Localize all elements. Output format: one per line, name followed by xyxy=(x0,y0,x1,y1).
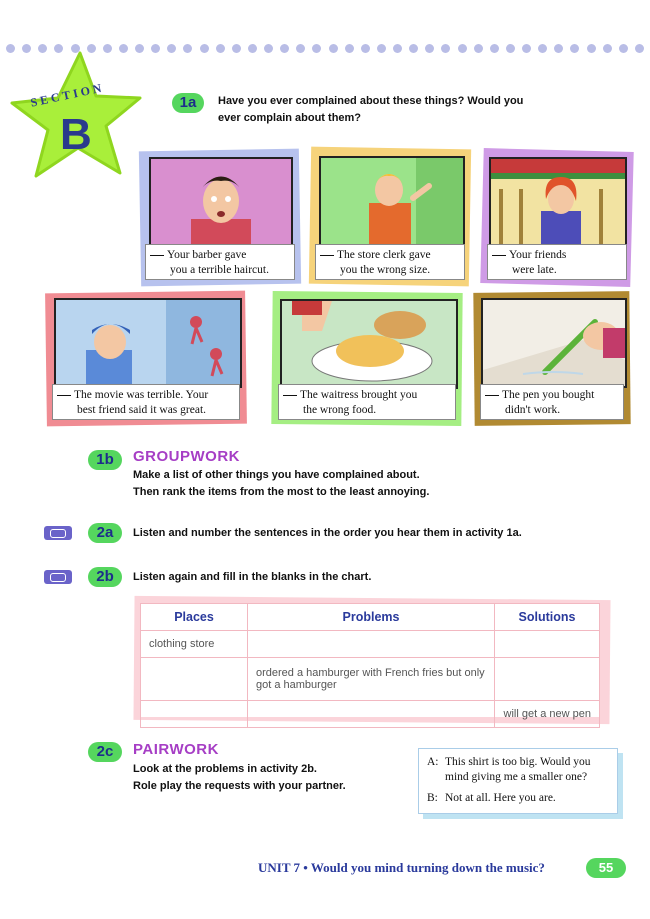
activity-2c-instructions xyxy=(133,761,423,795)
picture-movie xyxy=(46,292,246,425)
answer-blank[interactable] xyxy=(57,395,71,396)
barber-illustration-icon xyxy=(151,159,291,249)
activity-1b-instructions xyxy=(133,467,593,501)
cell-place[interactable] xyxy=(141,658,248,701)
header-problems: Problems xyxy=(248,604,495,631)
footer-unit-title xyxy=(258,860,578,876)
unit-label: UNIT 7 xyxy=(258,860,301,875)
caption-line-2: you the wrong size. xyxy=(340,264,431,276)
sample-dialog xyxy=(418,748,618,814)
caption-line-1: The waitress brought you xyxy=(300,389,418,401)
answer-blank[interactable] xyxy=(283,395,297,396)
chart-header-row xyxy=(141,604,600,631)
caption-waitress xyxy=(278,384,456,420)
caption-store-clerk xyxy=(315,244,465,280)
prompt-line-2: ever complain about them? xyxy=(218,112,362,124)
caption-movie xyxy=(52,384,240,420)
caption-line-2: the wrong food. xyxy=(303,404,377,416)
badge-1a: 1a xyxy=(172,93,204,113)
instruction-line-1: Look at the problems in activity 2b. xyxy=(133,763,317,775)
footer-bullet: • xyxy=(303,860,308,875)
dialog-text-b: Not at all. Here you are. xyxy=(445,792,556,804)
caption-line-1: The movie was terrible. Your xyxy=(74,389,209,401)
answer-blank[interactable] xyxy=(320,255,334,256)
cell-place[interactable] xyxy=(141,701,248,728)
caption-line-1: Your barber gave xyxy=(167,249,247,261)
speaker-b: B: xyxy=(427,792,438,804)
chart-table xyxy=(140,603,600,728)
cell-solution[interactable] xyxy=(495,631,600,658)
prompt-line-1: Have you ever complained about these things? Would you xyxy=(218,95,524,107)
cell-problem[interactable] xyxy=(248,701,495,728)
instruction-line-1: Make a list of other things you have complained about. xyxy=(133,469,420,481)
caption-line-1: Your friends xyxy=(509,249,567,261)
table-row xyxy=(141,658,600,701)
badge-1b: 1b xyxy=(88,450,122,470)
caption-line-2: were late. xyxy=(512,264,557,276)
store-clerk-illustration-icon xyxy=(321,158,463,248)
picture-pen xyxy=(474,292,630,425)
speaker-a: A: xyxy=(427,756,439,768)
picture-barber xyxy=(140,150,300,285)
cassette-tape-icon[interactable] xyxy=(44,526,72,540)
answer-blank[interactable] xyxy=(150,255,164,256)
header-solutions: Solutions xyxy=(495,604,600,631)
caption-friends-late xyxy=(487,244,627,280)
table-row xyxy=(141,701,600,728)
pen-illustration-icon xyxy=(483,300,625,386)
cell-solution[interactable]: will get a new pen xyxy=(495,701,600,728)
picture-store-clerk xyxy=(310,148,470,285)
dialog-line-b xyxy=(427,791,609,806)
unit-title: Would you mind turning down the music? xyxy=(310,860,545,875)
fill-in-chart xyxy=(140,603,600,720)
activity-2b-instructions: Listen again and fill in the blanks in the chart. xyxy=(133,571,372,583)
cell-problem[interactable]: ordered a hamburger with French fries but only got a hamburger xyxy=(248,658,495,701)
badge-2b: 2b xyxy=(88,567,122,587)
caption-line-1: The pen you bought xyxy=(502,389,595,401)
answer-blank[interactable] xyxy=(485,395,499,396)
pairwork-title: PAIRWORK xyxy=(133,741,219,758)
section-letter: B xyxy=(60,110,92,159)
caption-line-2: best friend said it was great. xyxy=(77,404,207,416)
cassette-tape-icon[interactable] xyxy=(44,570,72,584)
caption-barber xyxy=(145,244,295,280)
table-row xyxy=(141,631,600,658)
picture-waitress xyxy=(272,292,462,425)
caption-line-1: The store clerk gave xyxy=(337,249,431,261)
activity-1a-prompt xyxy=(218,93,618,127)
answer-blank[interactable] xyxy=(492,255,506,256)
badge-2c: 2c xyxy=(88,742,122,762)
instruction-line-2: Role play the requests with your partner. xyxy=(133,780,346,792)
caption-line-2: you a terrible haircut. xyxy=(170,264,269,276)
caption-line-2: didn't work. xyxy=(505,404,561,416)
dialog-line-a xyxy=(427,755,609,785)
section-label: SECTION xyxy=(29,80,106,110)
friends-late-illustration-icon xyxy=(491,159,625,247)
picture-friends-late xyxy=(482,150,632,285)
waitress-illustration-icon xyxy=(282,301,456,387)
cell-problem[interactable] xyxy=(248,631,495,658)
movie-illustration-icon xyxy=(56,300,240,386)
page-number: 55 xyxy=(586,858,626,878)
instruction-line-2: Then rank the items from the most to the least annoying. xyxy=(133,486,430,498)
caption-pen xyxy=(480,384,624,420)
header-places: Places xyxy=(141,604,248,631)
groupwork-title: GROUPWORK xyxy=(133,448,240,465)
badge-2a: 2a xyxy=(88,523,122,543)
activity-2a-instructions: Listen and number the sentences in the order you hear them in activity 1a. xyxy=(133,527,522,539)
cell-solution[interactable] xyxy=(495,658,600,701)
cell-place[interactable]: clothing store xyxy=(141,631,248,658)
dialog-text-a: This shirt is too big. Would you mind giving me a smaller one? xyxy=(445,756,591,783)
